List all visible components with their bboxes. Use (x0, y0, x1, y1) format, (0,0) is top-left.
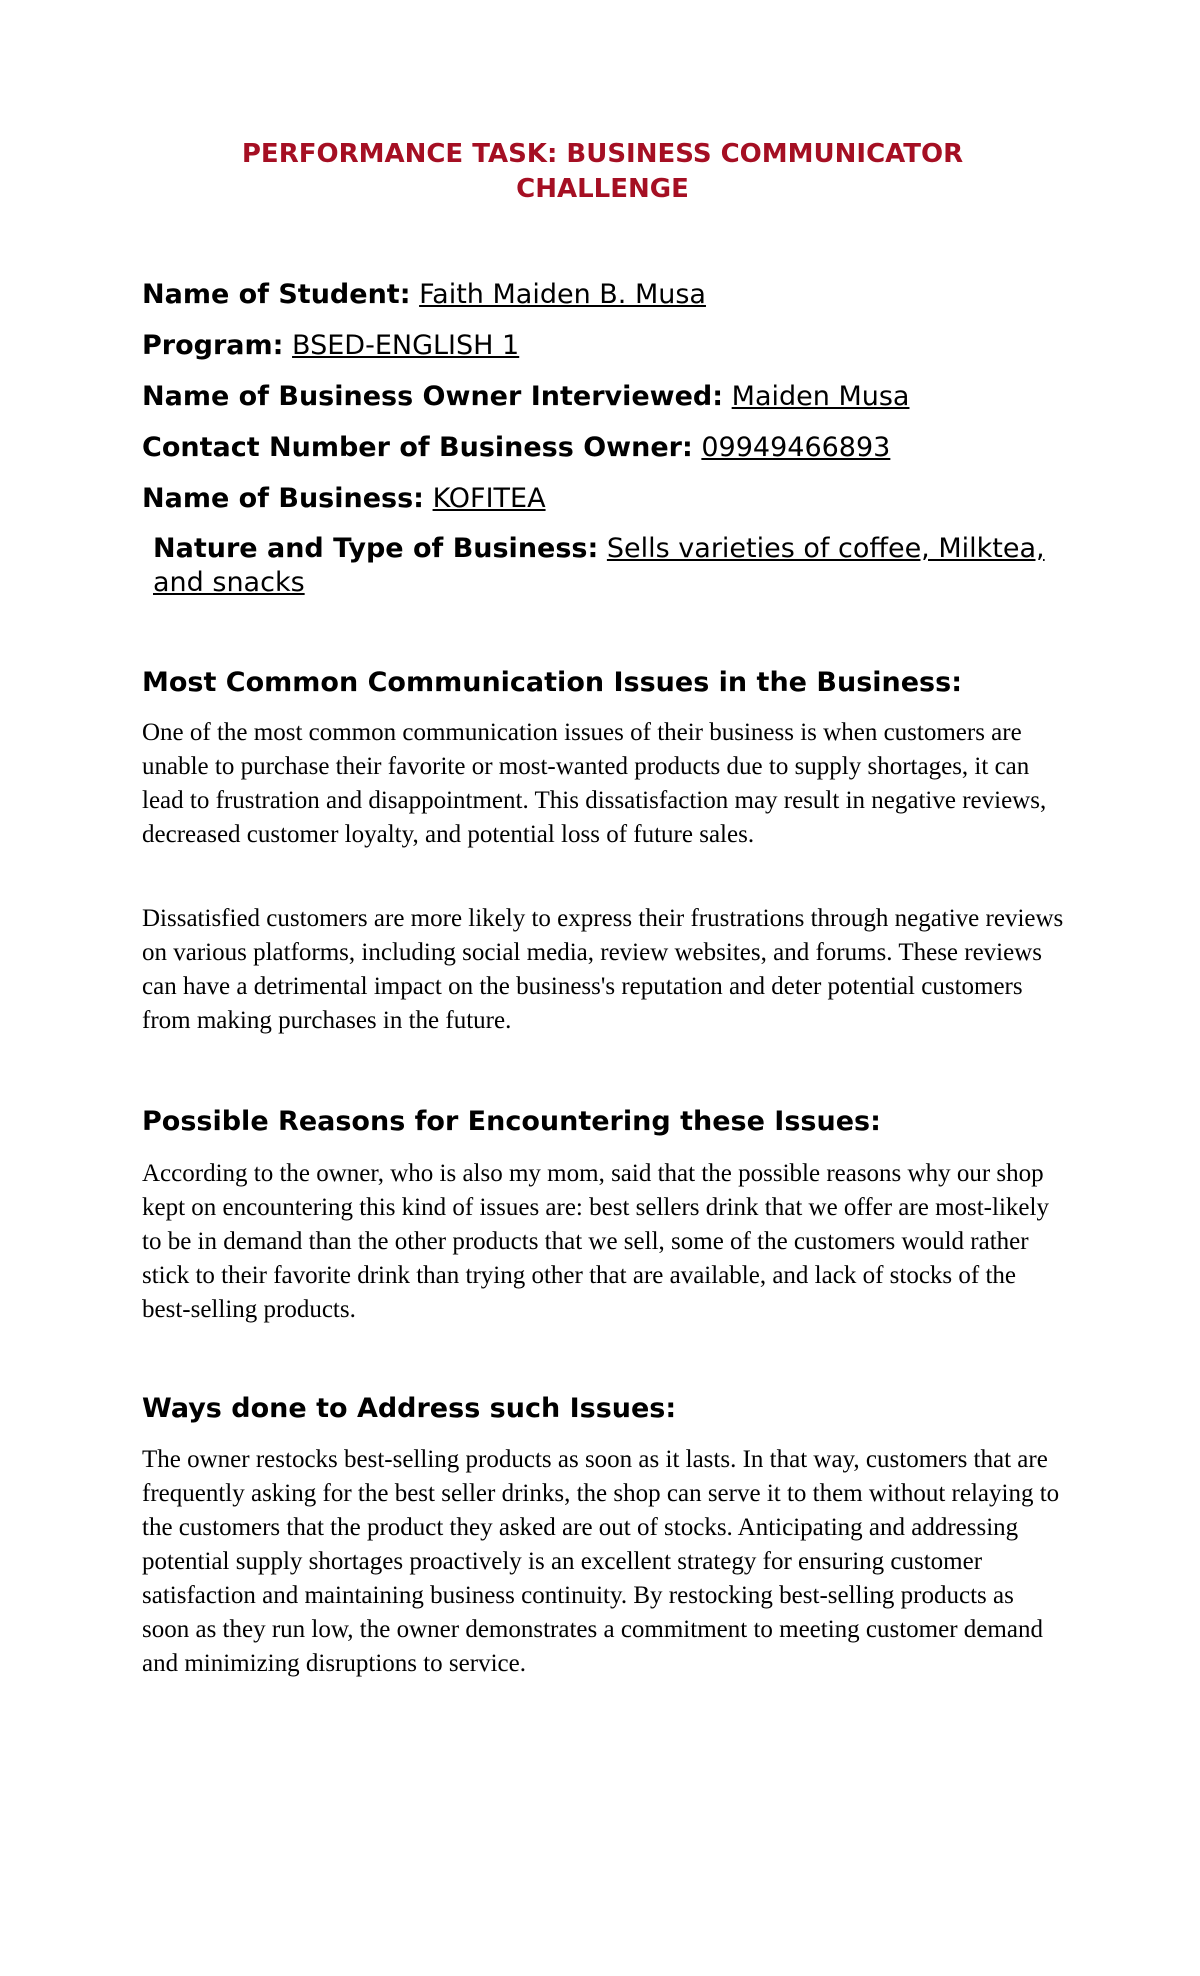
section-heading-communication-issues: Most Common Communication Issues in the Business: (142, 667, 962, 698)
owner-name-line (142, 379, 1062, 415)
program-label: Program: (142, 330, 284, 361)
student-name-line (142, 277, 1062, 313)
contact-number-line (142, 430, 1062, 466)
program-line (142, 328, 1062, 364)
paragraph-communication-issues-1: One of the most common communication issues of their business is when customers are unable to purchase their favorite or most-wanted products due to supply shortages, it can lead to frustration and disappointment. This dissatisfaction may result in negative reviews, decreased customer loyalty, and potential loss of future sales. (142, 719, 1047, 848)
business-nature-line (142, 532, 1062, 600)
program-value: BSED-ENGLISH 1 (292, 330, 520, 361)
document-title: PERFORMANCE TASK: BUSINESS COMMUNICATOR CHALLENGE (241, 139, 964, 204)
student-info-block (142, 277, 1062, 615)
owner-name-value: Maiden Musa (731, 381, 910, 412)
business-name-value: KOFITEA (432, 483, 546, 514)
owner-name-label: Name of Business Owner Interviewed: (142, 381, 724, 412)
business-name-line (142, 481, 1062, 517)
business-nature-value: Sells varieties of coffee, Milktea, and snacks (153, 533, 1045, 598)
business-nature-label: Nature and Type of Business: (153, 533, 599, 564)
section-heading-ways-to-address: Ways done to Address such Issues: (142, 1393, 677, 1424)
contact-number-label: Contact Number of Business Owner: (142, 432, 693, 463)
paragraph-communication-issues-2: Dissatisfied customers are more likely to express their frustrations through negative reviews on various platforms, including social media, review websites, and forums. These reviews can have a detrimental impact on the business's reputation and deter potential customers from making purchases in the future. (142, 905, 1064, 1034)
section-heading-possible-reasons: Possible Reasons for Encountering these Issues: (142, 1106, 881, 1137)
student-name-label: Name of Student: (142, 279, 411, 310)
contact-number-value: 09949466893 (701, 432, 891, 463)
paragraph-ways-to-address: The owner restocks best-selling products as soon as it lasts. In that way, customers that are frequently asking for the best seller drinks, the shop can serve it to them without relaying to the customers that the product they asked are out of stocks. Anticipating and addressing potential supply shortages proactively is an excellent strategy for ensuring customer satisfaction and maintaining business continuity. By restocking best-selling products as soon as they run low, the owner demonstrates a commitment to meeting customer demand and minimizing disruptions to service. (142, 1446, 1060, 1677)
student-name-value: Faith Maiden B. Musa (419, 279, 706, 310)
business-name-label: Name of Business: (142, 483, 424, 514)
paragraph-possible-reasons: According to the owner, who is also my mom, said that the possible reasons why our shop kept on encountering this kind of issues are: best sellers drink that we offer are most-likely to be in demand than the other products that we sell, some of the customers would rather stick to their favorite drink than trying other that are available, and lack of stocks of the best-selling products. (142, 1160, 1049, 1323)
